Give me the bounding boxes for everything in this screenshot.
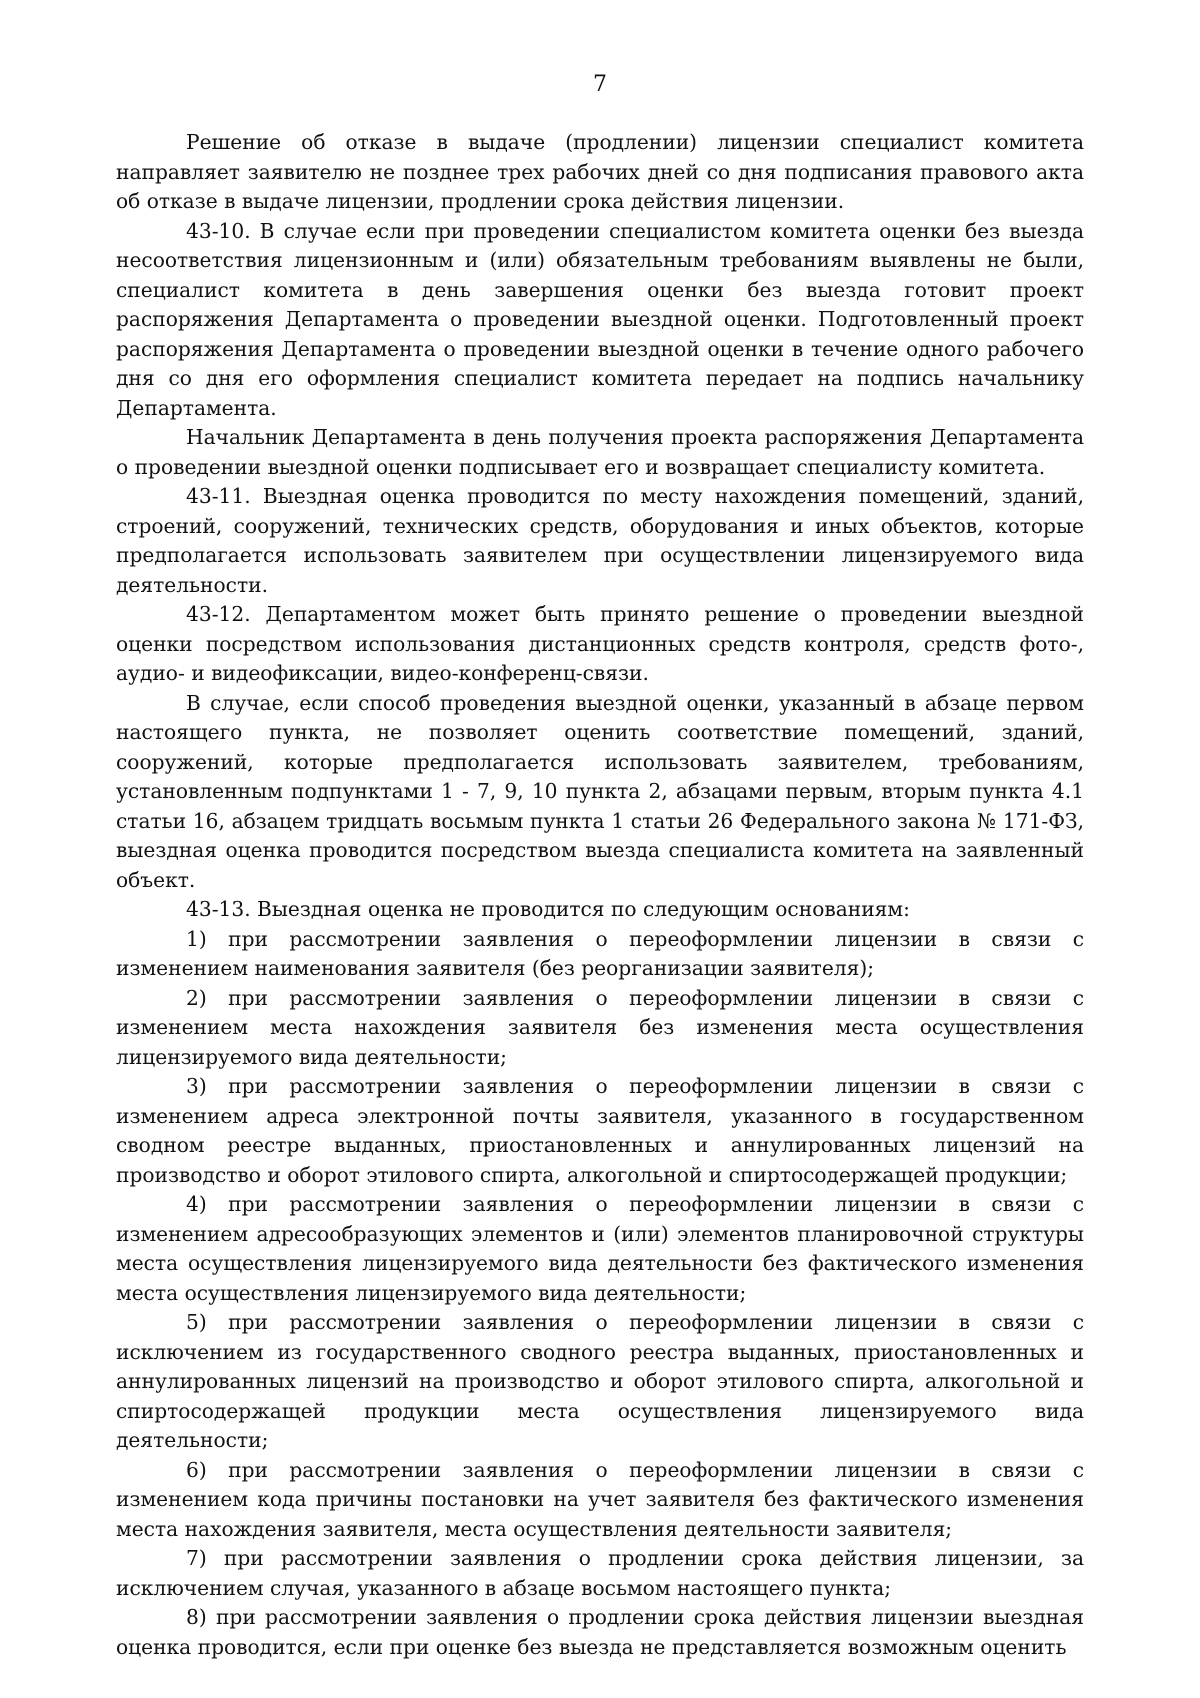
list-item-7: 7) при рассмотрении заявления о продлении срока действия лицензии, за исключением случая, указанного в абзаце восьмом настоящего пункта; — [116, 1546, 1084, 1600]
paragraph-43-12: 43-12. Департаментом может быть принято решение о проведении выездной оценки посредством использования дистанционных средств контроля, средств фото-, аудио- и видеофиксации, видео-конференц-связи. — [116, 602, 1084, 685]
list-item-8: 8) при рассмотрении заявления о продлении срока действия лицензии выездная оценка проводится, если при оценке без выезда не представляется возможным оценить — [116, 1605, 1084, 1659]
page-number: 7 — [593, 72, 607, 97]
paragraph-refusal-notice: Решение об отказе в выдаче (продлении) лицензии специалист комитета направляет заявителю не позднее трех рабочих дней со дня подписания правового акта об отказе в выдаче лицензии, продлении срока действия лицензии. — [116, 130, 1084, 213]
paragraph-head-signature: Начальник Департамента в день получения проекта распоряжения Департамента о проведении выездной оценки подписывает его и возвращает специалисту комитета. — [116, 425, 1084, 479]
list-item-2: 2) при рассмотрении заявления о переоформлении лицензии в связи с изменением места нахождения заявителя без изменения места осуществления лицензируемого вида деятельности; — [116, 985, 1084, 1069]
paragraph-43-10: 43-10. В случае если при проведении специалистом комитета оценки без выезда несоответствия лицензионным и (или) обязательным требованиям выявлены не были, специалист комитета в день завершения оценки без выезда готовит проект распоряжения Департамента о проведении выездной оценки. Подготовленный проект распоряжения Департамента о проведении выездной оценки в течение одного рабочего дня со дня его оформления специалист комитета передает на подпись начальнику Департамента. — [116, 218, 1084, 420]
paragraph-43-13: 43-13. Выездная оценка не проводится по следующим основаниям: — [186, 897, 910, 921]
paragraph-remote-check-exception: В случае, если способ проведения выездной оценки, указанный в абзаце первом настоящего пункта, не позволяет оценить соответствие помещений, зданий, сооружений, которые предполагается использовать заявителем, требованиям, установленным подпунктами 1 - 7, 9, 10 пункта 2, абзацами первым, вторым пункта 4.1 статьи 16, абзацем тридцать восьмым пункта 1 статьи 26 Федерального закона № 171-ФЗ, выездная оценка проводится посредством выезда специалиста комитета на заявленный объект. — [116, 690, 1084, 892]
list-item-1: 1) при рассмотрении заявления о переоформлении лицензии в связи с изменением наименования заявителя (без реорганизации заявителя); — [116, 926, 1084, 980]
list-item-4: 4) при рассмотрении заявления о переоформлении лицензии в связи с изменением адресообразующих элементов и (или) элементов планировочной структуры места осуществления лицензируемого вида деятельности без фактического изменения места осуществления лицензируемого вида деятельности; — [116, 1192, 1084, 1305]
document-body — [116, 128, 1084, 1662]
list-item-6: 6) при рассмотрении заявления о переоформлении лицензии в связи с изменением кода причины постановки на учет заявителя без фактического изменения места нахождения заявителя, места осуществления деятельности заявителя; — [116, 1457, 1084, 1541]
list-item-5: 5) при рассмотрении заявления о переоформлении лицензии в связи с исключением из государственного сводного реестра выданных, приостановленных и аннулированных лицензий на производство и оборот этилового спирта, алкогольной и спиртосодержащей продукции места осуществления лицензируемого вида деятельности; — [116, 1310, 1084, 1452]
paragraph-43-11: 43-11. Выездная оценка проводится по месту нахождения помещений, зданий, строений, сооружений, технических средств, оборудования и иных объектов, которые предполагается использовать заявителем при осуществлении лицензируемого вида деятельности. — [116, 484, 1084, 597]
list-item-3: 3) при рассмотрении заявления о переоформлении лицензии в связи с изменением адреса электронной почты заявителя, указанного в государственном сводном реестре выданных, приостановленных и аннулированных лицензий на производство и оборот этилового спирта, алкогольной и спиртосодержащей продукции; — [116, 1074, 1084, 1187]
